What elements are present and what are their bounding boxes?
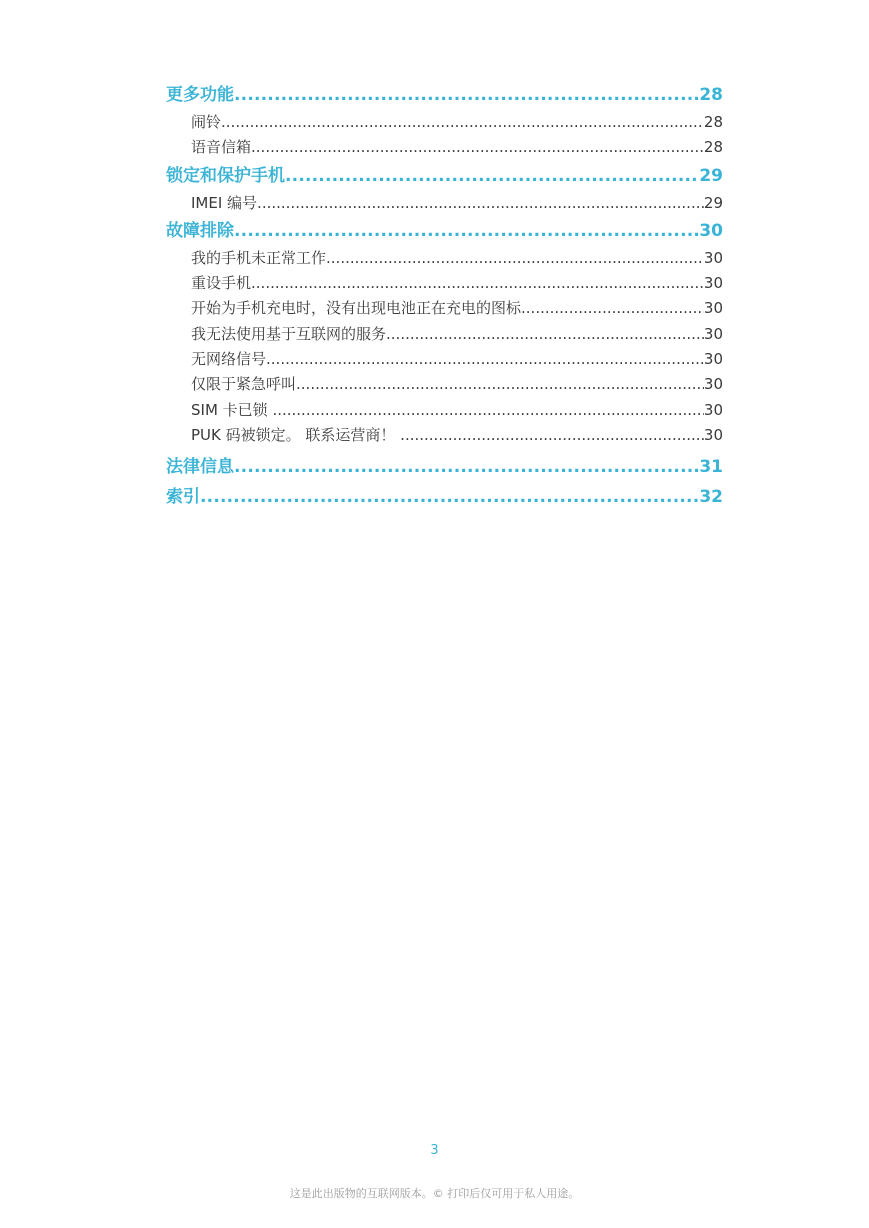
dot-leader (251, 271, 704, 296)
toc-entry-page: 30 (703, 324, 723, 343)
toc-entry-title: 仅限于紧急呼叫 (191, 375, 297, 394)
table-of-contents (166, 80, 723, 512)
dot-leader (234, 452, 699, 482)
toc-section-imei[interactable] (166, 191, 723, 216)
toc-entry-title: 我无法使用基于互联网的服务 (191, 324, 387, 343)
toc-entry-title: 更多功能 (166, 85, 234, 105)
toc-entry-title: 开始为手机充电时，没有出现电池正在充电的图标 (191, 299, 522, 318)
toc-section-alarm[interactable] (166, 110, 723, 135)
toc-entry-title: 法律信息 (166, 457, 234, 478)
toc-entry-page: 30 (703, 400, 723, 419)
toc-entry-title: 语音信箱 (191, 138, 252, 157)
toc-section-voicemail[interactable] (166, 135, 723, 160)
toc-section-sim-locked[interactable] (166, 398, 723, 423)
toc-entry-title: PUK 码被锁定。 联系运营商！ (191, 425, 401, 444)
toc-entry-page: 30 (703, 375, 723, 394)
dot-leader (251, 135, 704, 160)
toc-entry-page: 30 (703, 274, 723, 293)
dot-leader (257, 191, 704, 216)
toc-chapter-legal-info[interactable] (166, 452, 723, 482)
toc-section-no-network[interactable] (166, 347, 723, 372)
toc-entry-page: 29 (703, 193, 723, 212)
dot-leader (296, 372, 704, 397)
dot-leader (521, 296, 704, 321)
toc-section-emergency-only[interactable] (166, 372, 723, 397)
toc-chapter-troubleshooting[interactable] (166, 216, 723, 246)
toc-entry-page: 28 (703, 113, 723, 131)
dot-leader (272, 398, 703, 423)
dot-leader (234, 80, 699, 110)
toc-entry-page: 28 (703, 138, 723, 157)
page-number: 3 (430, 1143, 439, 1158)
toc-entry-title: 重设手机 (191, 274, 252, 293)
toc-entry-title: 无网络信号 (191, 350, 267, 369)
toc-chapter-lock-protect[interactable] (166, 161, 723, 191)
toc-entry-title: 故障排除 (166, 220, 234, 241)
copyright-note: 这是此出版物的互联网版本。© 打印后仅可用于私人用途。 (289, 1187, 580, 1200)
toc-entry-page: 30 (703, 350, 723, 369)
toc-entry-page: 32 (699, 487, 723, 508)
toc-entry-title: 索引 (166, 487, 200, 508)
toc-entry-page: 30 (703, 299, 723, 318)
dot-leader (386, 322, 704, 347)
toc-entry-page: 30 (703, 425, 723, 444)
dot-leader (266, 347, 704, 372)
toc-section-reset-phone[interactable] (166, 271, 723, 296)
toc-section-no-internet-services[interactable] (166, 322, 723, 347)
toc-section-phone-not-working[interactable] (166, 246, 723, 271)
toc-section-no-charging-icon[interactable] (166, 296, 723, 321)
toc-entry-page: 28 (699, 85, 723, 105)
toc-entry-title: SIM 卡已锁 (191, 400, 273, 419)
toc-entry-page: 29 (699, 165, 723, 186)
dot-leader (326, 246, 704, 271)
toc-chapter-index[interactable] (166, 482, 723, 512)
toc-entry-page: 31 (699, 457, 723, 478)
toc-section-puk-locked[interactable] (166, 423, 723, 448)
toc-chapter-more-features[interactable] (166, 80, 723, 110)
toc-entry-page: 30 (703, 248, 723, 267)
toc-entry-title: IMEI 编号 (191, 193, 258, 212)
toc-entry-page: 30 (699, 220, 723, 241)
dot-leader (234, 216, 699, 246)
toc-entry-title: 闹铃 (191, 113, 222, 131)
dot-leader (285, 161, 699, 191)
dot-leader (400, 423, 704, 448)
toc-entry-title: 锁定和保护手机 (166, 165, 285, 186)
dot-leader (221, 110, 704, 135)
dot-leader (200, 482, 699, 512)
toc-entry-title: 我的手机未正常工作 (191, 248, 327, 267)
